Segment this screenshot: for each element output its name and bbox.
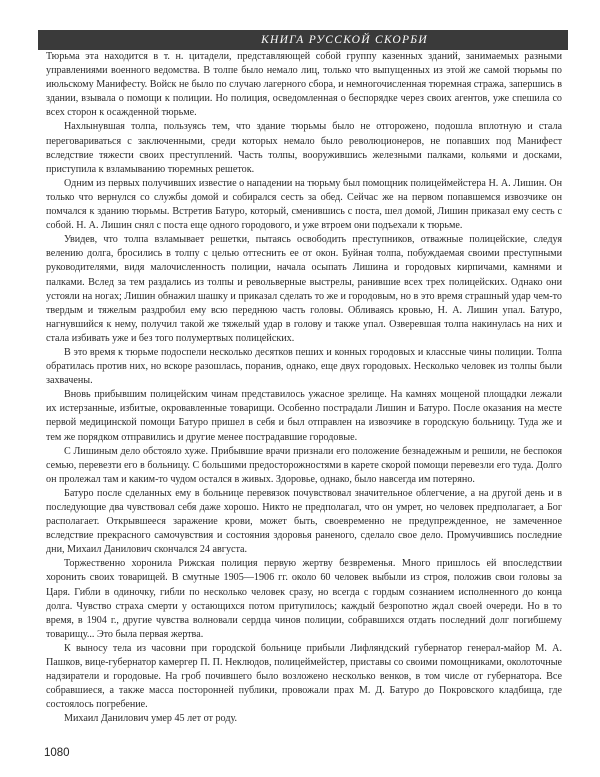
paragraph: В это время к тюрьме подоспели несколько десятков пеших и конных городовых и классные чины полиции. Толпа обратилась против них, но вскоре разошлась, поранив, однако, еще двух городовых. Несколько человек из толпы были захвачены. — [46, 346, 562, 387]
paragraph: С Лишиным дело обстояло хуже. Прибывшие врачи признали его положение безнадежным и решили, не беспокоя семью, перевезти его в больницу. С большими предосторожностями в карете скорой помощи перевезли его туда. Долго он пролежал там и каким-то чудом остался в живых. Здоровье, однако, было навсегда им потеряно. — [46, 445, 562, 485]
paragraph: Нахлынувшая толпа, пользуясь тем, что здание тюрьмы было не отгорожено, подошла вплотную и стала переговариваться с заключенными, среди которых немало было революционеров, не попавших под Манифест вследствие тяжести своих преступлений. Часть толпы, вооружившись железными палками, кольями и досками, приступила к взламыванию тюремных решеток. — [46, 121, 562, 175]
paragraph: Батуро после сделанных ему в больнице перевязок почувствовал значительное облегчение, а на другой день и в последующие два чувствовал себя даже хорошо. Никто не предполагал, что он умрет, но человек предполагает, а Бог располагает. Открывшееся заражение крови, может быть, своевременно не предупрежденное, не замеченное вследствие прекрасного самочувствия и состояния здоровья раненого, сделало свое дело. Промучившись последние дни, Михаил Данилович скончался 24 августа. — [46, 487, 562, 556]
paragraph: К выносу тела из часовни при городской больнице прибыли Лифляндский губернатор генерал-майор М. А. Пашков, вице-губернатор камергер П. П. Неклюдов, полицеймейстер, приставы со своими помощниками, околоточные надзиратели и городовые. На гроб почившего было возложено несколько венков, в том числе от губернатора. Все собравшиеся, а также масса посторонней публики, провожали прах М. Д. Батуро до Покровского кладбища, где состоялось погребение. — [46, 642, 562, 711]
body-text — [46, 50, 562, 727]
paragraph: Вновь прибывшим полицейским чинам представилось ужасное зрелище. На камнях мощеной площадки лежали их истерзанные, избитые, окровавленные товарищи. Особенно пострадали Лишин и Батуро. После оказания на месте первой медицинской помощи Батуро пришел в себя и был отправлен на извозчике в городскую больницу. Туда же и тем же порядком отправились и другие менее пострадавшие городовые. — [46, 389, 562, 443]
paragraph: Тюрьма эта находится в т. н. цитадели, представляющей собой группу казенных зданий, занимаемых разными управлениями военного ведомства. В толпе было немало лиц, только что выпущенных из этой же самой тюрьмы по июльскому Манифесту. Войск не было по случаю лагерного сбора, и немногочисленная тюремная стража, запершись в здании, взывала о помощи к полиции. Но полиция, осведомленная о беспорядке через своих агентов, уже спешила со всех сторон к осажденной тюрьме. — [46, 51, 562, 119]
paragraph: Торжественно хоронила Рижская полиция первую жертву безвременья. Много пришлось ей впоследствии хоронить своих товарищей. В смутные 1905—1906 гг. около 60 человек выбыли из строя, положив свои головы за Царя. Гибли в одиночку, гибли по несколько человек сразу, но всегда с гордым сознанием исполненного до конца долга. Чувство страха смерти у остающихся потом притупилось; каждый безропотно ждал своей очереди. Но в то время, в 1904 г., другие чувства волновали сердца чинов полиции, собравшихся отдать последний долг погибшему товарищу... Это была первая жертва. — [46, 558, 562, 640]
running-header — [38, 30, 568, 50]
paragraph: Михаил Данилович умер 45 лет от роду. — [64, 713, 238, 725]
book-title: КНИГА РУССКОЙ СКОРБИ — [261, 34, 428, 46]
page-number: 1080 — [44, 747, 70, 759]
paragraph: Увидев, что толпа взламывает решетки, пытаясь освободить преступников, отважные полицейские, следуя велению долга, бросились в толпу с целью оттеснить ее от окон. Буйная толпа, побуждаемая своими преступными руководителями, видя малочисленность полиции, начала осыпать Лишина и городовых кирпичами, камнями и палками. Вслед за тем раздались из толпы и револьверные выстрелы, ранившие всех трех полицейских. Однако они устояли на ногах; Лишин обнажил шашку и приказал сделать то же и городовым, но в это время страшный удар чем-то твердым и тяжелым раздробил ему всю переднюю часть головы. Обливаясь кровью, Н. А. Лишин упал. Батуро, нагнувшийся к нему, получил такой же тяжелый удар в голову и также упал. Озверевшая толпа накинулась на них и стала избивать уже и без того полумертвых полицейских. — [46, 234, 562, 344]
paragraph: Одним из первых получивших известие о нападении на тюрьму был помощник полицеймейстера Н. А. Лишин. Он только что вернулся со службы домой и собирался сесть за обед. Сейчас же на первом попавшемся извозчике он помчался к зданию тюрьмы. Встретив Батуро, который, сменившись с поста, шел домой, Лишин приказал ему сесть с собой. Н. А. Лишин снял с поста еще одного городового, и уже втроем они подъехали к тюрьме. — [46, 177, 562, 232]
